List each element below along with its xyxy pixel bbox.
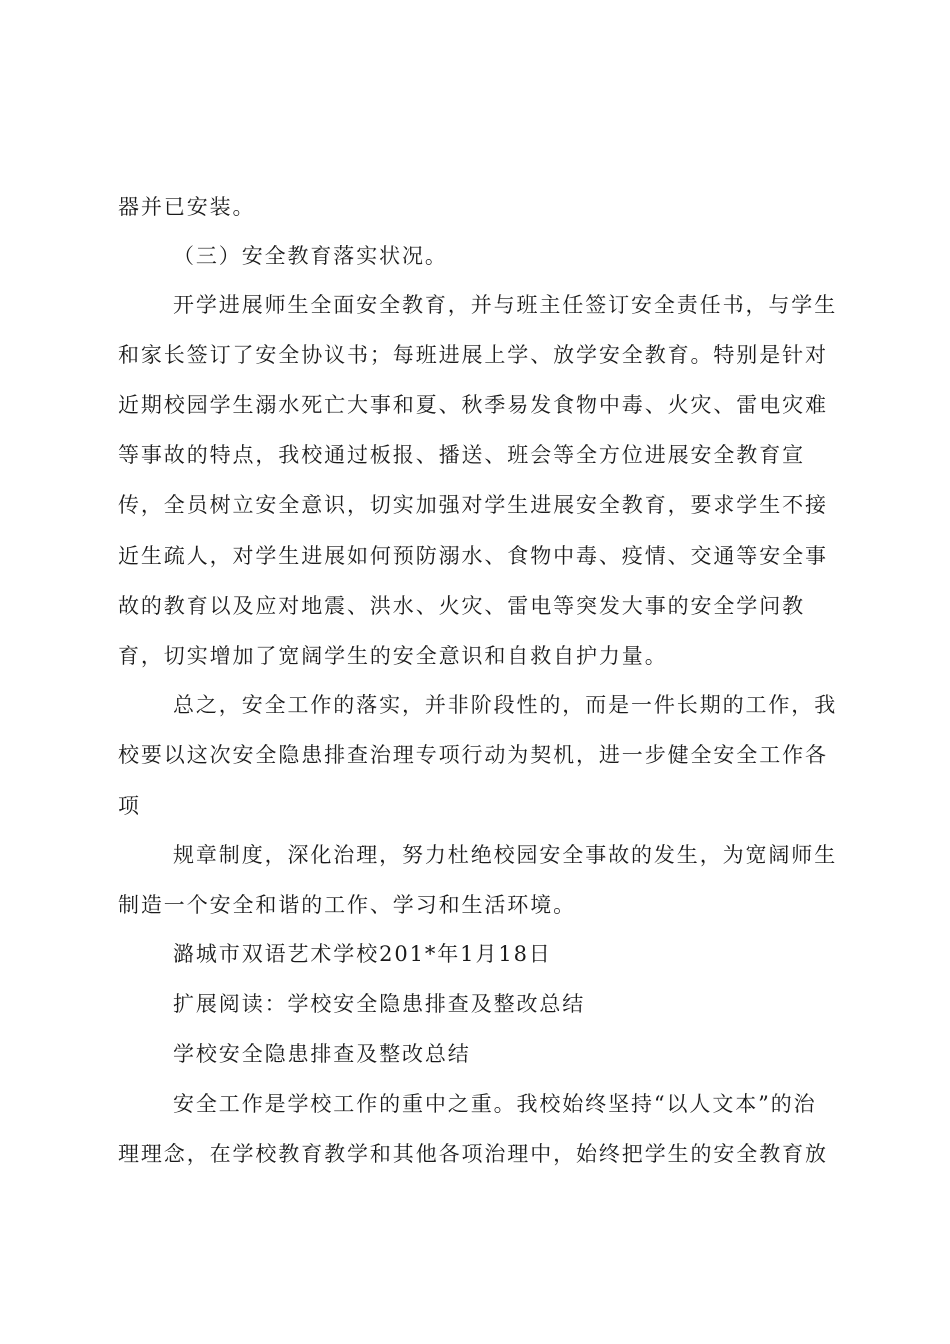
paragraph-line: 校要以这次安全隐患排查治理专项行动为契机，进一步健全安全工作各 [118,743,828,767]
paragraph-line: 理理念，在学校教育教学和其他各项治理中，始终把学生的安全教育放 [118,1142,828,1166]
paragraph-line: 育，切实增加了宽阔学生的安全意识和自救自护力量。 [118,644,668,668]
paragraph-line: 制造一个安全和谐的工作、学习和生活环境。 [118,893,576,917]
section-heading: （三）安全教育落实状况。 [173,244,448,268]
paragraph-line: 规章制度，深化治理，努力杜绝校园安全事故的发生，为宽阔师生 [173,843,838,867]
paragraph-line: 等事故的特点，我校通过板报、播送、班会等全方位进展安全教育宣 [118,443,805,467]
paragraph-line: 近期校园学生溺水死亡大事和夏、秋季易发食物中毒、火灾、雷电灾难 [118,393,828,417]
paragraph-line: 总之，安全工作的落实，并非阶段性的，而是一件长期的工作，我 [173,693,838,717]
paragraph-line: 故的教育以及应对地震、洪水、火灾、雷电等突发大事的安全学问教 [118,594,805,618]
article-title: 学校安全隐患排查及整改总结 [173,1042,471,1066]
paragraph-line: 器并已安装。 [118,195,256,219]
paragraph-line: 传，全员树立安全意识，切实加强对学生进展安全教育，要求学生不接 [118,493,828,517]
paragraph-line: 项 [118,794,141,818]
signature-line: 潞城市双语艺术学校201*年1月18日 [173,942,552,966]
extended-reading-heading: 扩展阅读：学校安全隐患排查及整改总结 [173,992,586,1016]
paragraph-line: 近生疏人，对学生进展如何预防溺水、食物中毒、疫情、交通等安全事 [118,544,828,568]
paragraph-line: 和家长签订了安全协议书；每班进展上学、放学安全教育。特别是针对 [118,343,828,367]
paragraph-line: 开学进展师生全面安全教育，并与班主任签订安全责任书，与学生 [173,293,838,317]
paragraph-line: 安全工作是学校工作的重中之重。我校始终坚持“以人文本”的治 [173,1092,817,1116]
